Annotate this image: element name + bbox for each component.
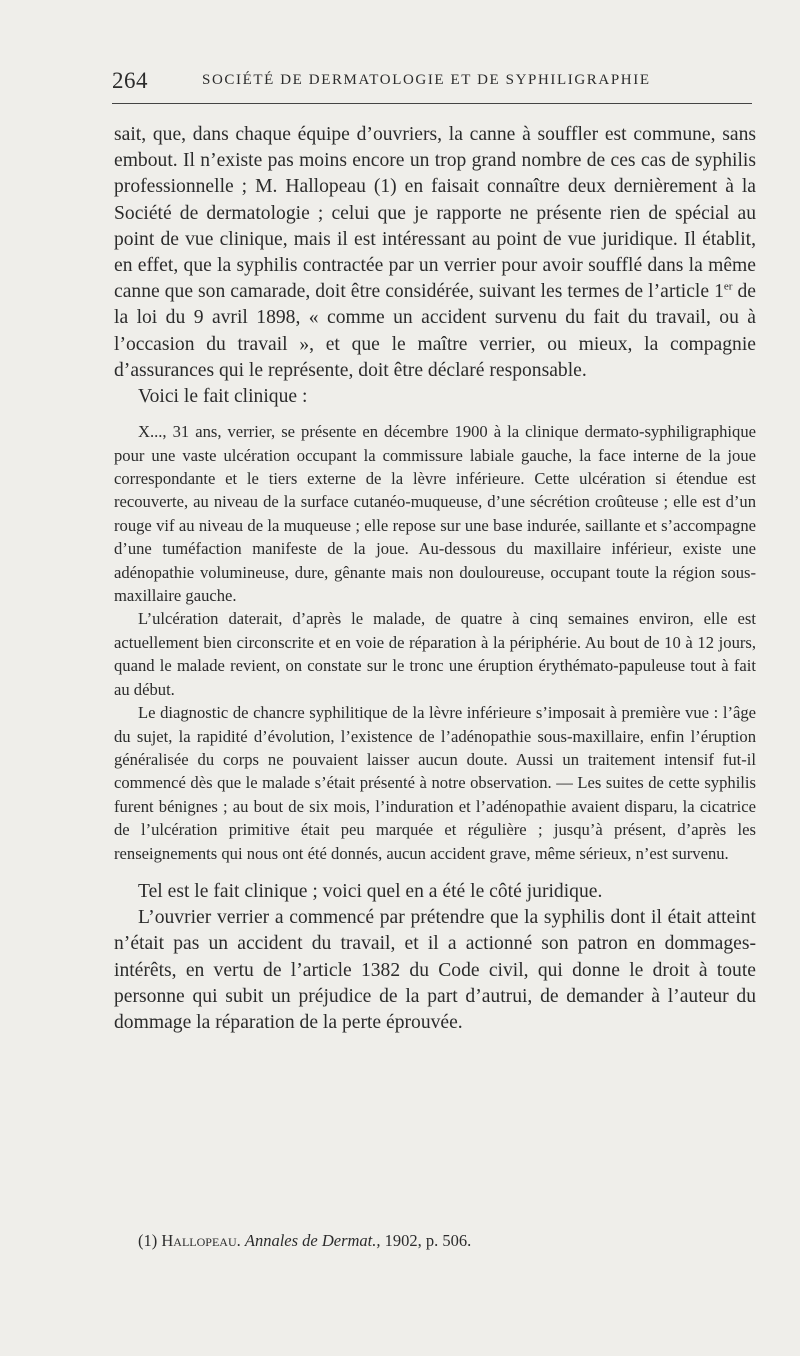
paragraph-legal-intro: Tel est le fait clinique ; voici quel en a été le côté juridique. [138,880,603,902]
body-text [114,122,756,1036]
paragraph-intro [114,122,756,384]
footnote-author: Hallopeau. [161,1231,241,1250]
page-header [112,64,752,104]
footnote-journal: Annales de Dermat., [244,1231,381,1250]
paragraph-intro-end: de la loi du 9 avril 1898, « comme un accident survenu du fait du travail, ou à l’occasion du travail », et que le maître verrier, ou mieux, la compagnie d’assurances qui le représente, doit être déclaré responsable. [114,281,756,381]
running-head: SOCIÉTÉ DE DERMATOLOGIE ET DE SYPHILIGRAPHIE [202,72,651,88]
ordinal-superscript: er [723,280,733,293]
paragraph-legal-body: L’ouvrier verrier a commencé par prétendre que la syphilis dont il était atteint n’était pas un accident du travail, et il a actionné son patron en dommages-intérêts, en vertu de l’article 1382 du Code civil, qui donne le droit à toute personne qui subit un préjudice de la part d’autrui, de demander à l’auteur du dommage la réparation de la perte éprouvée. [114,907,756,1033]
page-number: 264 [112,68,148,93]
footnote-reference: 1902, p. 506. [384,1231,472,1250]
paragraph-intro-text: sait, que, dans chaque équipe d’ouvriers, la canne à souffler est commune, sans embout. Il n’existe pas moins encore un trop grand nombre de ces cas de syphilis professionnelle ; M. Hallopeau (1) en faisait connaître deux dernièrement à la Société de dermatologie ; celui que je rapporte ne présente rien de spécial au point de vue clinique, mais il est intéressant au point de vue juridique. Il établit, en effet, que la syphilis contractée par un verrier pour avoir soufflé dans la même canne que son camarade, doit être considérée, suivant les termes de l’article 1 [114,124,756,303]
footnote-number: (1) [138,1231,158,1250]
observation-paragraph-1: X..., 31 ans, verrier, se présente en décembre 1900 à la clinique dermato-syphiligraphique pour une vaste ulcération occupant la commissure labiale gauche, la face interne de la joue correspondante et le tiers externe de la lèvre inférieure. Cette ulcération si étendue est recouverte, au niveau de la surface cutanéo-muqueuse, d’une sécrétion croûteuse ; elle est d’un rouge vif au niveau de la muqueuse ; elle repose sur une base indurée, saillante et s’accompagne d’une tuméfaction manifeste de la joue. Au-dessous du maxillaire inférieur, existe une adénopathie volumineuse, dure, gênante mais non douloureuse, occupant toute la région sous-maxillaire gauche. [114,422,756,606]
observation-paragraph-2: L’ulcération daterait, d’après le malade, de quatre à cinq semaines environ, elle est actuellement bien circonscrite et en voie de réparation à la périphérie. Au bout de 10 à 12 jours, quand le malade revient, on constate sur le tronc une éruption érythémato-papuleuse tout à fait au début. [114,609,756,699]
header-rule [112,103,752,104]
paragraph-clinical-heading: Voici le fait clinique : [138,386,308,408]
footnote [138,1230,471,1252]
observation-paragraph-3: Le diagnostic de chancre syphilitique de la lèvre inférieure s’imposait à première vue : l’âge du sujet, la rapidité d’évolution, l’existence de l’adénopathie sous-maxillaire, enfin l’éruption généralisée du corps ne pouvaient laisser aucun doute. Aussi un traitement intensif fut-il commencé dès que le malade s’était présenté à notre observation. — Les suites de cette syphilis furent bénignes ; au bout de six mois, l’induration et l’adénopathie avaient disparu, la cicatrice de l’ulcération primitive était peu marquée et régulière ; jusqu’à présent, d’après les renseignements qui nous ont été donnés, aucun accident grave, même sérieux, n’est survenu. [114,703,756,863]
